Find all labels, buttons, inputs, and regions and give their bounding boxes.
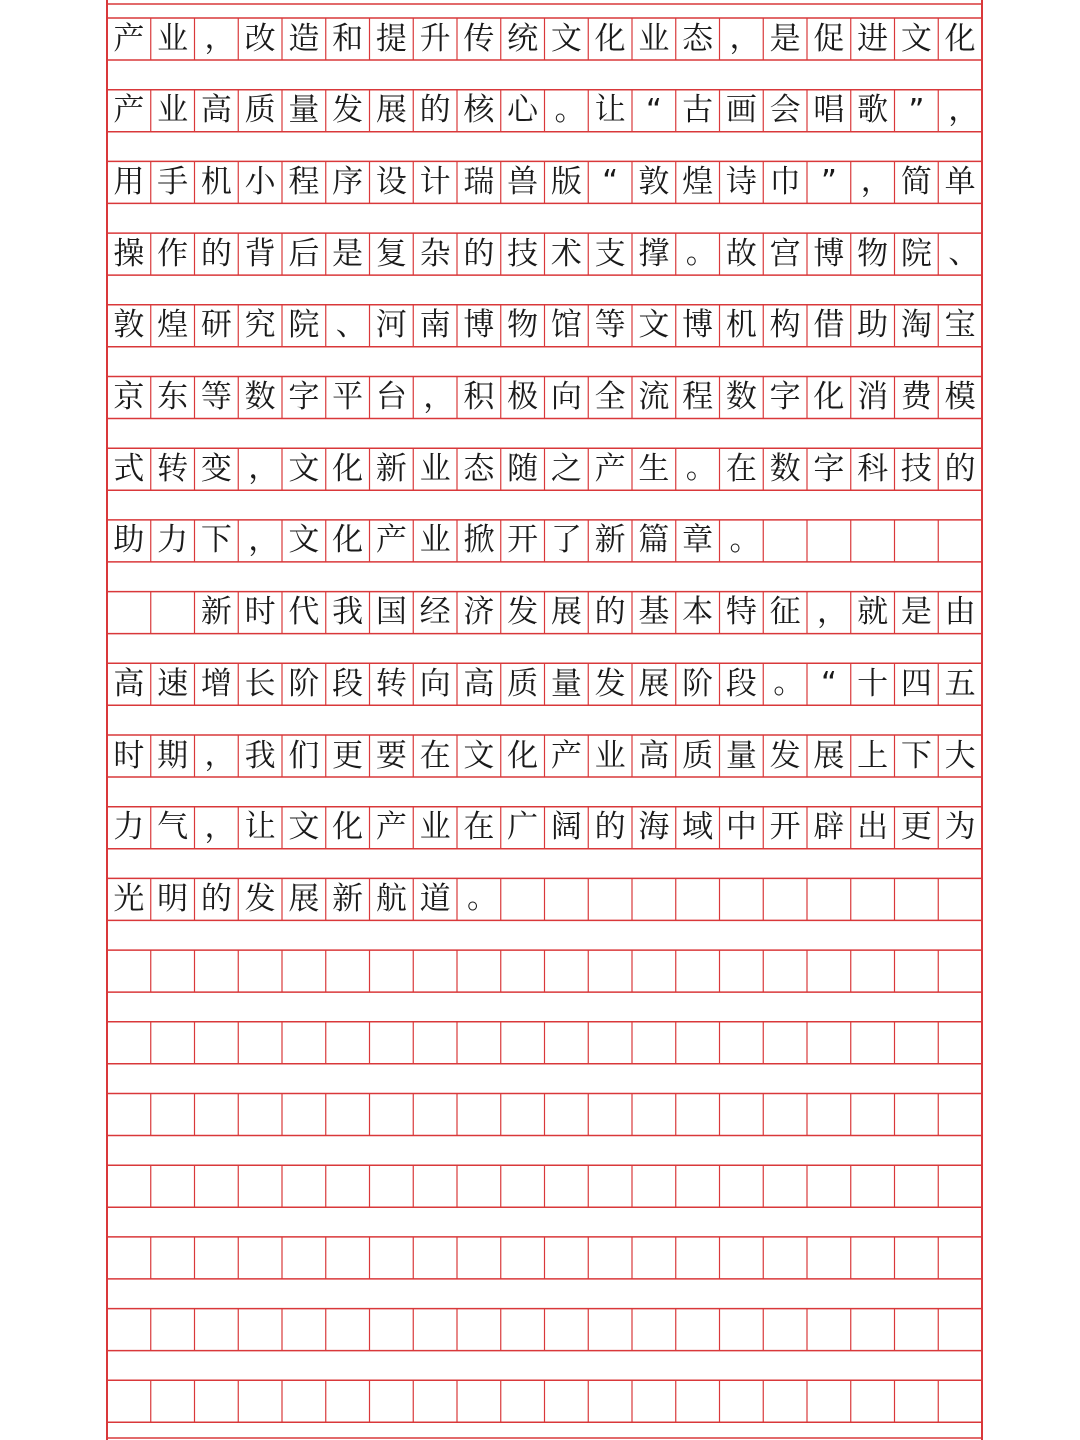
grid-character: 四 xyxy=(900,665,932,702)
grid-character: 馆 xyxy=(550,307,582,344)
grid-character: 博 xyxy=(813,235,845,272)
grid-character: ， xyxy=(204,737,236,773)
grid-character: 业 xyxy=(157,92,189,129)
grid-character: 新 xyxy=(594,522,626,559)
grid-character: 是 xyxy=(332,235,364,272)
grid-character: 我 xyxy=(332,594,364,631)
grid-character: ， xyxy=(817,593,848,630)
grid-character: 程 xyxy=(682,379,714,415)
grid-character: 高 xyxy=(200,92,232,129)
grid-character: 量 xyxy=(288,92,320,129)
grid-character: 机 xyxy=(725,307,757,344)
grid-character: 让 xyxy=(244,809,276,846)
grid-character: 由 xyxy=(944,594,976,631)
grid-character: 高 xyxy=(463,665,495,702)
grid-character: 故 xyxy=(725,235,757,272)
grid-character: 唱 xyxy=(813,92,845,129)
grid-character: 段 xyxy=(725,665,757,702)
grid-character: 数 xyxy=(769,450,801,487)
grid-character: 文 xyxy=(288,809,320,846)
grid-character: 时 xyxy=(113,737,145,774)
grid-character: 改 xyxy=(244,20,276,57)
grid-character: 辟 xyxy=(813,809,845,846)
grid-character: 歌 xyxy=(857,92,889,129)
grid-character: 力 xyxy=(157,522,189,559)
grid-character: 、 xyxy=(948,235,980,272)
grid-character: 序 xyxy=(332,163,364,200)
grid-character: 化 xyxy=(944,20,976,57)
grid-character: 章 xyxy=(682,522,714,559)
grid-character: 版 xyxy=(550,163,582,200)
grid-character: 是 xyxy=(900,594,932,631)
grid-character: 时 xyxy=(244,594,276,631)
grid-character: 化 xyxy=(332,809,364,846)
grid-character: 文 xyxy=(900,20,932,57)
grid-character: 。 xyxy=(685,450,717,487)
grid-character: 期 xyxy=(157,737,189,774)
grid-character: 敦 xyxy=(638,163,670,200)
grid-character: 数 xyxy=(725,379,757,415)
grid-character: ， xyxy=(423,378,455,415)
grid-character: 宝 xyxy=(944,307,976,344)
grid-character: 业 xyxy=(638,20,670,57)
grid-character: ” xyxy=(820,164,837,201)
grid-character xyxy=(107,592,151,634)
grid-character: 东 xyxy=(157,379,189,415)
grid-character: 业 xyxy=(157,20,189,57)
grid-character: 助 xyxy=(113,522,145,559)
grid-character: 展 xyxy=(813,737,845,774)
grid-character: 大 xyxy=(944,737,976,774)
grid-character: 字 xyxy=(813,450,845,487)
grid-character: 。 xyxy=(773,665,805,702)
grid-character: 光 xyxy=(113,880,145,917)
grid-character: 业 xyxy=(594,737,626,774)
grid-character: 。 xyxy=(685,235,717,272)
grid-character: 简 xyxy=(900,163,932,200)
grid-character: “ xyxy=(820,666,837,703)
grid-character: 特 xyxy=(725,594,757,631)
grid-character: 化 xyxy=(332,522,364,559)
grid-character: 化 xyxy=(813,379,845,415)
grid-character: 掀 xyxy=(463,522,495,559)
grid-character: 更 xyxy=(900,809,932,846)
grid-character: 诗 xyxy=(725,163,757,200)
grid-character: 为 xyxy=(944,809,976,846)
grid-character: 的 xyxy=(463,235,495,272)
grid-character: 在 xyxy=(419,737,451,774)
grid-character: ， xyxy=(248,450,280,487)
grid-character: 费 xyxy=(900,379,932,415)
grid-character: 态 xyxy=(682,20,714,57)
grid-character: 的 xyxy=(594,594,626,631)
grid-character: 下 xyxy=(200,522,232,559)
grid-character: 文 xyxy=(288,450,320,487)
grid-character: 博 xyxy=(463,307,495,344)
grid-character: 在 xyxy=(725,450,757,487)
grid-character: 化 xyxy=(507,737,539,774)
grid-character: 要 xyxy=(375,737,407,774)
grid-character: 产 xyxy=(113,92,145,129)
grid-character: 南 xyxy=(419,307,451,344)
grid-character: 广 xyxy=(507,809,539,846)
grid-character: 发 xyxy=(244,880,276,917)
grid-character: 海 xyxy=(638,809,670,846)
grid-character: 杂 xyxy=(419,235,451,272)
grid-character: 、 xyxy=(335,306,367,343)
grid-character: 撑 xyxy=(638,235,670,272)
grid-character: 业 xyxy=(419,450,451,487)
grid-character: 向 xyxy=(419,665,451,702)
grid-character: 技 xyxy=(900,450,932,487)
grid-character: 小 xyxy=(244,163,276,200)
grid-character: 研 xyxy=(200,307,232,344)
grid-character: 用 xyxy=(113,163,145,200)
grid-character: 复 xyxy=(375,235,407,272)
grid-character: 的 xyxy=(419,92,451,129)
grid-character: 等 xyxy=(200,379,232,415)
grid-character: ， xyxy=(204,20,236,56)
grid-character: 让 xyxy=(594,92,626,129)
grid-character: 文 xyxy=(550,20,582,57)
grid-character: 篇 xyxy=(638,522,670,559)
grid-character: 京 xyxy=(113,379,145,415)
grid-character: 业 xyxy=(419,522,451,559)
grid-character: 生 xyxy=(638,450,670,487)
grid-character: 传 xyxy=(463,20,495,57)
grid-character: 博 xyxy=(682,307,714,344)
grid-character: 河 xyxy=(375,307,407,344)
grid-character: 长 xyxy=(244,665,276,702)
grid-character: 段 xyxy=(332,665,364,702)
grid-character: 术 xyxy=(550,235,582,272)
grid-character: 单 xyxy=(944,163,976,200)
grid-character: 产 xyxy=(113,20,145,57)
grid-character: 等 xyxy=(594,307,626,344)
grid-character: 域 xyxy=(682,809,714,846)
grid-character: 。 xyxy=(554,91,586,128)
grid-character: 的 xyxy=(944,450,976,487)
grid-character: 发 xyxy=(507,594,539,631)
grid-character: 文 xyxy=(638,307,670,344)
grid-character: 发 xyxy=(769,737,801,774)
grid-character: 我 xyxy=(244,737,276,774)
grid-character: 煌 xyxy=(682,163,714,200)
grid-character: 。 xyxy=(729,521,761,558)
grid-character: 速 xyxy=(157,665,189,702)
grid-character: 上 xyxy=(857,737,889,774)
grid-character: 在 xyxy=(463,809,495,846)
grid-character: 展 xyxy=(550,594,582,631)
grid-character: 道 xyxy=(419,880,451,917)
grid-character: 产 xyxy=(594,450,626,487)
grid-character: 转 xyxy=(157,450,189,487)
grid-character: 阶 xyxy=(288,665,320,702)
grid-character: ， xyxy=(860,163,892,200)
grid-character: 气 xyxy=(157,809,189,846)
grid-character: 量 xyxy=(550,665,582,702)
grid-character: 的 xyxy=(594,809,626,846)
grid-character: 宫 xyxy=(769,235,801,272)
grid-character: 明 xyxy=(157,880,189,917)
grid-character: 巾 xyxy=(769,163,801,200)
grid-character: 煌 xyxy=(157,307,189,344)
grid-character: 院 xyxy=(900,235,932,272)
grid-character: 基 xyxy=(638,594,670,631)
grid-character: 质 xyxy=(682,737,714,774)
grid-character: 积 xyxy=(463,379,495,415)
grid-character: 新 xyxy=(200,594,232,631)
grid-character: 增 xyxy=(200,665,232,702)
grid-character: 敦 xyxy=(113,307,145,344)
grid-character: 平 xyxy=(332,379,364,415)
grid-character: 画 xyxy=(725,92,757,129)
grid-character: “ xyxy=(602,164,619,201)
grid-character: 随 xyxy=(507,450,539,487)
grid-character: 阔 xyxy=(550,809,582,846)
grid-character: 国 xyxy=(375,594,407,631)
grid-character: 提 xyxy=(375,20,407,57)
grid-character: 高 xyxy=(113,665,145,702)
grid-character: ， xyxy=(248,521,280,558)
grid-character: 展 xyxy=(375,92,407,129)
grid-character: 产 xyxy=(375,809,407,846)
grid-character: ” xyxy=(908,92,925,129)
grid-character: 式 xyxy=(113,450,145,487)
grid-character: 手 xyxy=(157,163,189,200)
grid-character: 物 xyxy=(857,235,889,272)
grid-character: 消 xyxy=(857,379,889,415)
grid-character: 新 xyxy=(375,450,407,487)
grid-character: 中 xyxy=(725,809,757,846)
grid-character: 向 xyxy=(550,379,582,415)
grid-character: 设 xyxy=(375,163,407,200)
grid-character: 会 xyxy=(769,92,801,129)
grid-character: 转 xyxy=(375,665,407,702)
grid-character: 支 xyxy=(594,235,626,272)
grid-character: 助 xyxy=(857,307,889,344)
grid-character: 的 xyxy=(200,235,232,272)
grid-character: 科 xyxy=(857,450,889,487)
grid-character: 们 xyxy=(288,737,320,774)
grid-character: 业 xyxy=(419,809,451,846)
grid-character: 字 xyxy=(288,379,320,415)
grid-character: 古 xyxy=(682,92,714,129)
grid-character: 数 xyxy=(244,379,276,415)
grid-character: 统 xyxy=(507,20,539,57)
grid-character: 升 xyxy=(419,20,451,57)
grid-character: 借 xyxy=(813,307,845,344)
grid-character: 展 xyxy=(638,665,670,702)
grid-character: 量 xyxy=(725,737,757,774)
grid-character: 文 xyxy=(288,522,320,559)
grid-character: 开 xyxy=(507,522,539,559)
grid-character: 作 xyxy=(157,235,189,272)
grid-character xyxy=(151,592,195,634)
grid-character: 计 xyxy=(419,163,451,200)
grid-character: 机 xyxy=(200,163,232,200)
grid-character: 究 xyxy=(244,307,276,344)
grid-character: 展 xyxy=(288,880,320,917)
grid-character: 质 xyxy=(244,92,276,129)
grid-character: 经 xyxy=(419,594,451,631)
grid-character: 进 xyxy=(857,20,889,57)
grid-character: 就 xyxy=(857,594,889,631)
grid-character: 造 xyxy=(288,20,320,57)
grid-character: 构 xyxy=(769,307,801,344)
grid-character: 更 xyxy=(332,737,364,774)
grid-character: 态 xyxy=(463,450,495,487)
grid-character: 模 xyxy=(944,379,976,415)
grid-character: 发 xyxy=(332,92,364,129)
grid-character: 是 xyxy=(769,20,801,57)
grid-character: 五 xyxy=(944,665,976,702)
grid-character: 开 xyxy=(769,809,801,846)
grid-character: 兽 xyxy=(507,163,539,200)
grid-character: 和 xyxy=(332,20,364,57)
grid-character: ， xyxy=(204,808,236,845)
grid-character: 产 xyxy=(550,737,582,774)
grid-character: 发 xyxy=(594,665,626,702)
grid-character: 全 xyxy=(594,379,626,415)
grid-character: 力 xyxy=(113,809,145,846)
grid-character: 瑞 xyxy=(463,163,495,200)
grid-character: 院 xyxy=(288,307,320,344)
grid-character: 本 xyxy=(682,594,714,631)
grid-character: 产 xyxy=(375,522,407,559)
grid-character: 。 xyxy=(467,880,498,917)
grid-character: 质 xyxy=(507,665,539,702)
grid-character: 航 xyxy=(375,880,407,917)
grid-character: 征 xyxy=(769,594,801,631)
grid-character: 阶 xyxy=(682,665,714,702)
grid-character: 出 xyxy=(857,809,889,846)
grid-character: 心 xyxy=(507,92,539,129)
grid-character: “ xyxy=(645,92,662,129)
grid-character: 变 xyxy=(200,450,232,487)
grid-character: 操 xyxy=(113,235,145,272)
grid-character: 极 xyxy=(507,379,539,415)
grid-character: 济 xyxy=(463,594,495,631)
grid-character: 化 xyxy=(332,450,364,487)
grid-character: 的 xyxy=(200,880,232,917)
grid-character: 了 xyxy=(550,522,582,559)
grid-character: 代 xyxy=(288,594,320,631)
grid-character: 高 xyxy=(638,737,670,774)
grid-character: ， xyxy=(948,91,980,128)
grid-character: 台 xyxy=(375,379,407,415)
grid-character: ， xyxy=(729,20,761,56)
grid-character: 促 xyxy=(813,20,845,57)
grid-character: 之 xyxy=(550,450,582,487)
grid-character: 物 xyxy=(507,307,539,344)
grid-character: 化 xyxy=(594,20,626,57)
grid-character: 字 xyxy=(769,379,801,415)
grid-character: 下 xyxy=(900,737,932,774)
grid-character: 十 xyxy=(857,665,889,702)
grid-character: 核 xyxy=(463,92,495,129)
grid-character: 流 xyxy=(638,379,670,415)
grid-character: 淘 xyxy=(900,307,932,344)
grid-character: 程 xyxy=(288,163,320,200)
grid-character: 背 xyxy=(244,235,276,272)
grid-character: 技 xyxy=(507,235,539,272)
grid-character: 新 xyxy=(332,880,364,917)
grid-character: 后 xyxy=(288,235,320,272)
grid-character: 文 xyxy=(463,737,495,774)
